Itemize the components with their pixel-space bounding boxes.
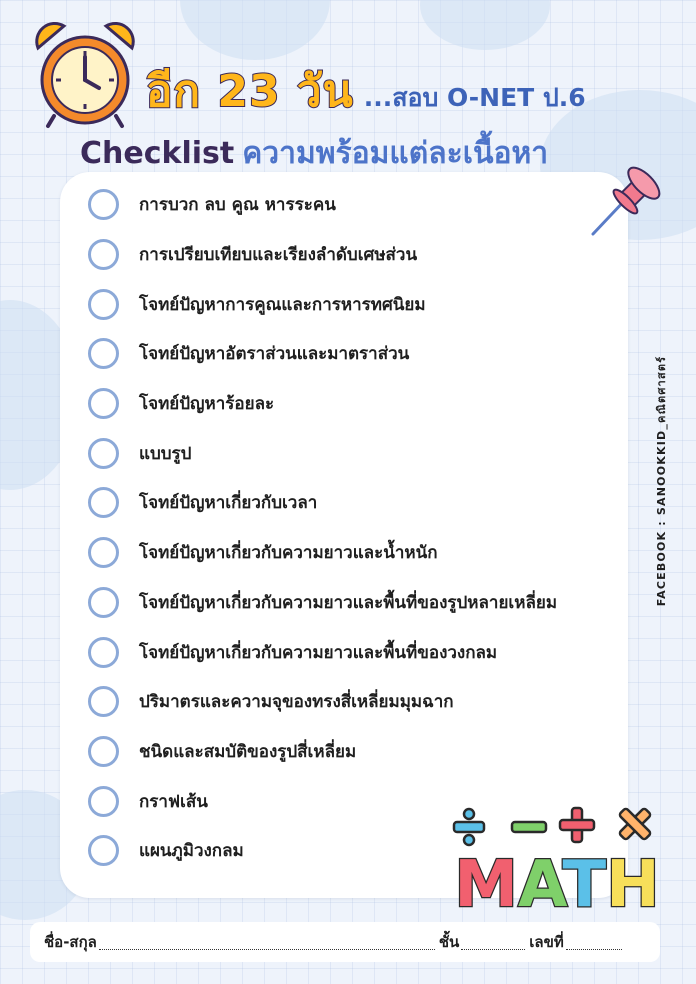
checkbox-circle-icon[interactable] — [88, 537, 119, 568]
facebook-credit — [648, 335, 674, 627]
subtitle — [80, 130, 548, 177]
math-logo — [446, 802, 668, 914]
checkbox-circle-icon[interactable] — [88, 438, 119, 469]
checklist-item-label: แผนภูมิวงกลม — [139, 841, 244, 862]
checklist-item-label: โจทย์ปัญหาอัตราส่วนและมาตราส่วน — [139, 344, 410, 365]
subtitle-checklist: Checklist — [80, 136, 235, 171]
checkbox-circle-icon[interactable] — [88, 338, 119, 369]
checklist-item-label: การบวก ลบ คูณ หารระคน — [139, 195, 336, 216]
checklist-item[interactable] — [88, 180, 557, 230]
math-letter: T — [562, 848, 607, 914]
checklist-item-label: กราฟเส้น — [139, 791, 208, 812]
math-letter: H — [606, 848, 660, 914]
checkbox-circle-icon[interactable] — [88, 189, 119, 220]
background-bubble — [180, 0, 330, 60]
checkbox-circle-icon[interactable] — [88, 686, 119, 717]
checklist-item[interactable] — [88, 478, 557, 528]
checklist-item[interactable] — [88, 677, 557, 727]
facebook-credit-text: FACEBOOK : SANOOKKID_คณิตศาสตร์ — [655, 355, 668, 607]
checkbox-circle-icon[interactable] — [88, 736, 119, 767]
checkbox-circle-icon[interactable] — [88, 637, 119, 668]
checklist-item-label: โจทย์ปัญหาเกี่ยวกับความยาวและพื้นที่ของวงกลม — [139, 642, 498, 663]
checklist-item-label: โจทย์ปัญหาเกี่ยวกับความยาวและพื้นที่ของรูปหลายเหลี่ยม — [139, 592, 558, 613]
checklist-item[interactable] — [88, 727, 557, 777]
checklist-item[interactable] — [88, 528, 557, 578]
checklist-item-label: โจทย์ปัญหาร้อยละ — [139, 394, 275, 415]
name-bar — [30, 922, 660, 962]
number-field[interactable] — [566, 935, 622, 950]
checklist-item-label: แบบรูป — [139, 443, 192, 464]
checkbox-circle-icon[interactable] — [88, 786, 119, 817]
checklist-item-label: โจทย์ปัญหาเกี่ยวกับความยาวและน้ำหนัก — [139, 543, 438, 564]
checklist-item-label: ชนิดและสมบัติของรูปสี่เหลี่ยม — [139, 741, 357, 762]
name-field[interactable] — [99, 935, 435, 950]
math-letter: A — [517, 848, 563, 914]
checklist-item[interactable] — [88, 578, 557, 628]
number-label: เลขที่ — [529, 933, 564, 951]
headline — [146, 56, 586, 126]
checklist-item[interactable] — [88, 627, 557, 677]
checklist-item-label: ปริมาตรและความจุของทรงสี่เหลี่ยมมุมฉาก — [139, 692, 454, 713]
checklist-item[interactable] — [88, 379, 557, 429]
subtitle-readiness: ความพร้อมแต่ละเนื้อหา — [242, 136, 549, 171]
name-label: ชื่อ-สกุล — [44, 933, 97, 951]
math-letter: M — [454, 848, 518, 914]
class-label: ชั้น — [438, 933, 460, 951]
checkbox-circle-icon[interactable] — [88, 835, 119, 866]
checklist-item-label: โจทย์ปัญหาการคูณและการหารทศนิยม — [139, 294, 426, 315]
checklist-item-label: การเปรียบเทียบและเรียงลำดับเศษส่วน — [139, 245, 418, 266]
checkbox-circle-icon[interactable] — [88, 487, 119, 518]
math-logo-text — [454, 848, 659, 914]
checklist-item[interactable] — [88, 230, 557, 280]
checklist-item[interactable] — [88, 329, 557, 379]
checklist-item[interactable] — [88, 428, 557, 478]
countdown-title: อีก 23 วัน — [146, 66, 354, 117]
alarm-clock-icon — [30, 20, 140, 130]
checklist — [88, 180, 557, 876]
background-bubble — [420, 0, 550, 50]
checkbox-circle-icon[interactable] — [88, 388, 119, 419]
checklist-item-label: โจทย์ปัญหาเกี่ยวกับเวลา — [139, 493, 318, 514]
class-field[interactable] — [461, 935, 525, 950]
checkbox-circle-icon[interactable] — [88, 289, 119, 320]
checkbox-circle-icon[interactable] — [88, 587, 119, 618]
push-pin-icon — [585, 150, 675, 240]
checkbox-circle-icon[interactable] — [88, 239, 119, 270]
exam-title: ...สอบ O-NET ป.6 — [363, 83, 586, 112]
checklist-item[interactable] — [88, 279, 557, 329]
